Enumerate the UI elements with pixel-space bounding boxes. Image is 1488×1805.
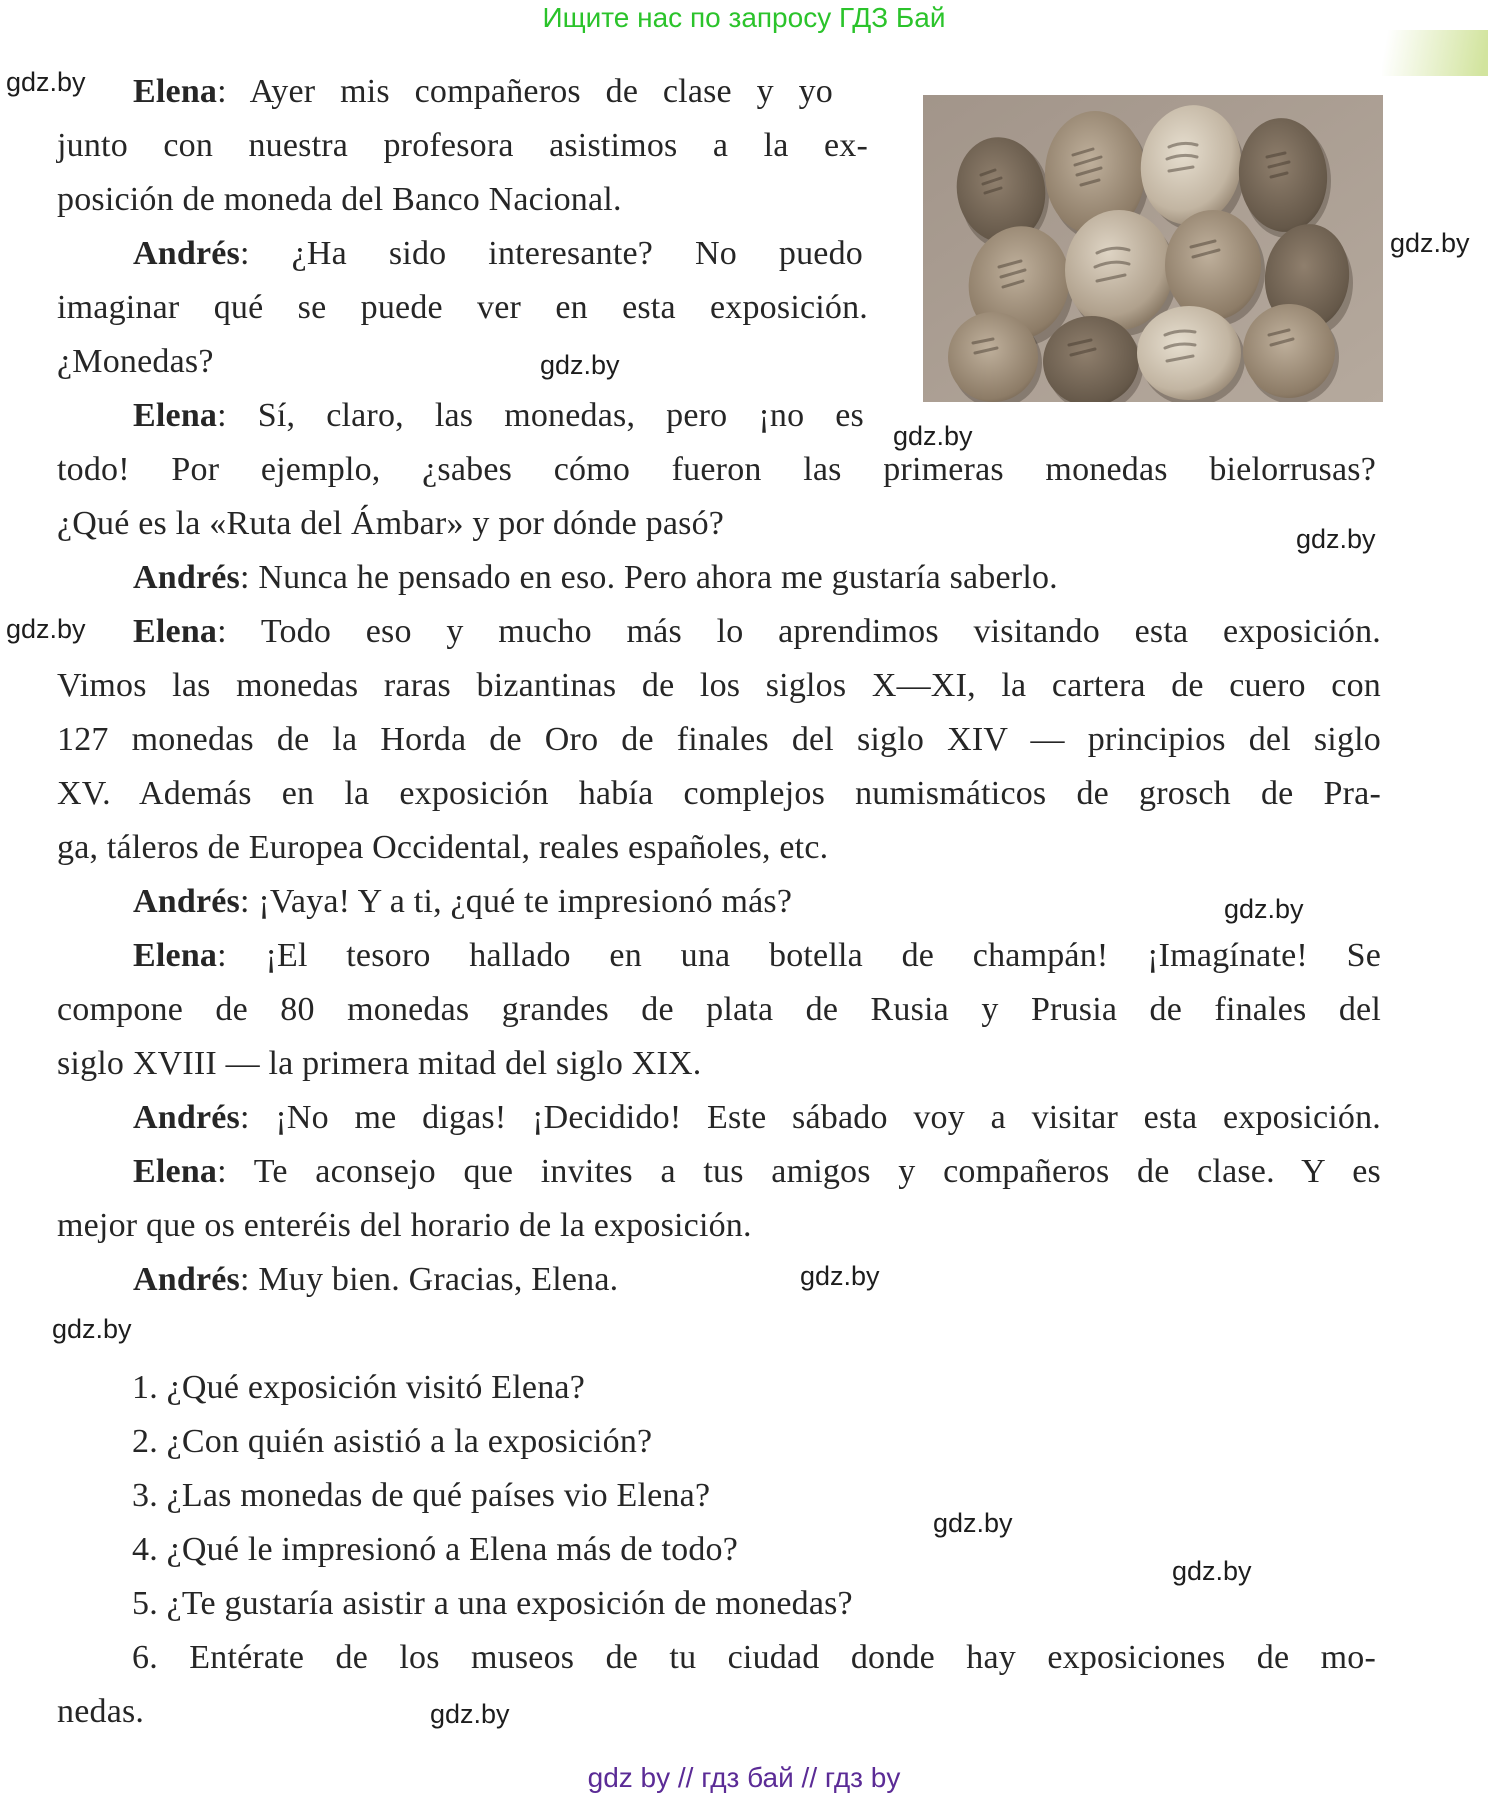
watermark: gdz.by <box>6 67 86 97</box>
watermark: gdz.by <box>430 1699 510 1729</box>
dialogue-text: : Sí, claro, las monedas, pero ¡no es <box>217 397 864 434</box>
dialogue-text: : Te aconsejo que invites a tus amigos y compañeros de clase. Y es <box>217 1153 1381 1190</box>
green-gradient-sticker <box>1382 30 1488 76</box>
dialogue-text: : ¡El tesoro hallado en una botella de champán! ¡Imagínate! Se <box>217 937 1381 974</box>
dialogue-text: posición de moneda del Banco Nacional. <box>57 181 622 218</box>
dialogue-text: todo! Por ejemplo, ¿sabes cómo fueron las primeras monedas bielorrusas? <box>57 451 1376 488</box>
dialogue-line <box>57 122 868 170</box>
dialogue-line <box>133 230 863 278</box>
watermark: gdz.by <box>1172 1556 1252 1586</box>
dialogue-line <box>57 770 1381 818</box>
dialogue-text: siglo XVIII — la primera mitad del siglo XIX. <box>57 1045 702 1082</box>
question-item: 1. ¿Qué exposición visitó Elena? <box>132 1369 585 1406</box>
question-item: 6. Entérate de los museos de tu ciudad donde hay exposiciones de mo- <box>132 1639 1376 1676</box>
speaker-name: Elena <box>133 73 218 110</box>
dialogue-line <box>133 608 1381 656</box>
footer-site-links: gdz by // гдз бай // гдз by <box>587 1762 901 1793</box>
dialogue-line <box>57 824 828 872</box>
watermark: gdz.by <box>1390 228 1470 258</box>
dialogue-text: ga, táleros de Europea Occidental, reales españoles, etc. <box>57 829 829 866</box>
dialogue-line <box>57 338 214 386</box>
watermark: gdz.by <box>52 1314 132 1344</box>
dialogue-text: compone de 80 monedas grandes de plata de Rusia y Prusia de finales del <box>57 991 1381 1028</box>
dialogue-line <box>133 1094 1381 1142</box>
coins-photo <box>923 95 1383 402</box>
dialogue-line <box>57 662 1381 710</box>
dialogue-line <box>57 716 1381 764</box>
dialogue-line <box>133 392 864 440</box>
dialogue-line <box>133 878 792 926</box>
dialogue-text: : ¿Ha sido interesante? No puedo <box>240 235 863 272</box>
dialogue-line <box>133 68 833 116</box>
dialogue-text: mejor que os enteréis del horario de la exposición. <box>57 1207 752 1244</box>
question-item: 5. ¿Te gustaría asistir a una exposición de monedas? <box>132 1585 853 1622</box>
speaker-name: Andrés <box>133 883 240 920</box>
watermark: gdz.by <box>800 1261 880 1291</box>
dialogue-line <box>133 932 1381 980</box>
dialogue-text: imaginar qué se puede ver en esta exposición. <box>57 289 868 326</box>
speaker-name: Andrés <box>133 559 240 596</box>
dialogue-line <box>133 554 1058 602</box>
speaker-name: Elena <box>133 613 218 650</box>
speaker-name: Elena <box>133 937 218 974</box>
dialogue-text: 127 monedas de la Horda de Oro de finales del siglo XIV — principios del siglo <box>57 721 1381 758</box>
watermark: gdz.by <box>1224 894 1304 924</box>
watermark: gdz.by <box>540 350 620 380</box>
coins <box>948 99 1354 402</box>
dialogue-text: : Muy bien. Gracias, Elena. <box>240 1261 619 1298</box>
dialogue-text: XV. Además en la exposición había complejos numismáticos de grosch de Pra- <box>57 775 1381 812</box>
dialogue-line <box>133 1148 1381 1196</box>
dialogue-line <box>57 446 1376 494</box>
dialogue-text: : Nunca he pensado en eso. Pero ahora me gustaría saberlo. <box>240 559 1058 596</box>
dialogue-text: : ¡No me digas! ¡Decidido! Este sábado voy a visitar esta exposición. <box>240 1099 1381 1136</box>
dialogue-text: ¿Qué es la «Ruta del Ámbar» y por dónde pasó? <box>57 505 725 542</box>
dialogue-line <box>133 1256 618 1304</box>
promo-header: Ищите нас по запросу ГДЗ Бай <box>542 2 946 33</box>
dialogue-line <box>57 986 1381 1034</box>
dialogue-line <box>57 176 622 224</box>
speaker-name: Andrés <box>133 1261 240 1298</box>
dialogue-text: junto con nuestra profesora asistimos a la ex- <box>57 127 868 164</box>
speaker-name: Andrés <box>133 235 240 272</box>
dialogue-text: : Todo eso y mucho más lo aprendimos visitando esta exposición. <box>217 613 1381 650</box>
question-item-continuation: nedas. <box>57 1693 145 1730</box>
dialogue-line <box>57 284 868 332</box>
speaker-name: Elena <box>133 1153 218 1190</box>
dialogue-line <box>57 500 724 548</box>
watermark: gdz.by <box>893 421 973 451</box>
question-item: 2. ¿Con quién asistió a la exposición? <box>132 1423 653 1460</box>
watermark: gdz.by <box>6 614 86 644</box>
dialogue-line <box>57 1040 701 1088</box>
watermark: gdz.by <box>1296 524 1376 554</box>
dialogue-text: : Ayer mis compañeros de clase y yo <box>217 73 833 110</box>
watermark: gdz.by <box>933 1508 1013 1538</box>
dialogue-text: ¿Monedas? <box>57 343 214 380</box>
question-item: 3. ¿Las monedas de qué países vio Elena? <box>132 1477 711 1514</box>
question-item: 4. ¿Qué le impresionó a Elena más de todo? <box>132 1531 739 1568</box>
dialogue-text: Vimos las monedas raras bizantinas de los siglos X—XI, la cartera de cuero con <box>57 667 1381 704</box>
dialogue-line <box>57 1202 752 1250</box>
speaker-name: Andrés <box>133 1099 240 1136</box>
dialogue-text: : ¡Vaya! Y a ti, ¿qué te impresionó más? <box>240 883 793 920</box>
speaker-name: Elena <box>133 397 218 434</box>
